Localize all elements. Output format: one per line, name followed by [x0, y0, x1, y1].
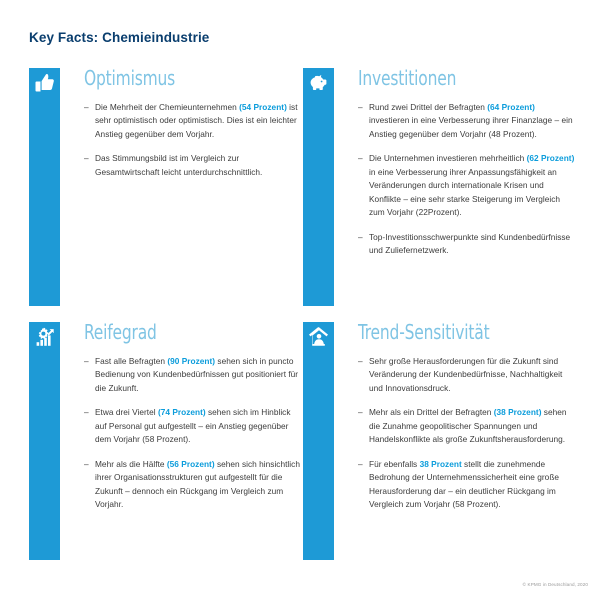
bullet-dash: –	[84, 153, 89, 164]
bullet-dash: –	[358, 153, 363, 164]
panel-trend-sensitivitaet	[303, 322, 575, 560]
bullet-item	[358, 101, 575, 141]
bullet-item	[358, 152, 575, 219]
panel-body	[84, 68, 301, 179]
panel-body	[358, 68, 575, 257]
bullet-dash: –	[84, 458, 89, 469]
bullet-item	[358, 355, 575, 395]
panel-heading: Investitionen	[358, 66, 457, 90]
bullet-text: Die Unternehmen investieren mehrheitlich	[369, 153, 527, 164]
bullet-text: Das Stimmungsbild ist im Vergleich zur Gesamtwirtschaft leicht unterdurchschnittlich.	[95, 153, 263, 177]
bullet-list	[84, 355, 301, 511]
panel-accent-bar	[303, 322, 334, 560]
bullet-item	[84, 101, 301, 141]
panel-reifegrad	[29, 322, 301, 560]
panel-optimismus	[29, 68, 301, 306]
bullet-text: ist sehr optimistisch oder optimistisch. Dies ist ein leichter Anstieg gegenüber dem Vorjahr.	[95, 102, 298, 139]
bullet-list	[358, 355, 575, 511]
bullet-text: Rund zwei Drittel der Befragten	[369, 102, 488, 112]
bullet-text: Die Mehrheit der Chemieunternehmen	[95, 102, 240, 112]
thumbs-up-icon	[32, 70, 58, 96]
bullet-text: sehen sich hinsichtlich ihrer Organisationsstrukturen gut aufgestellt für die Zukunft – dennoch ein Rückgang im Vergleich zum Vorjahr.	[95, 458, 300, 509]
bullet-text: Etwa drei Viertel	[95, 407, 158, 418]
panel-body	[358, 322, 575, 511]
bullet-text: Fast alle Befragten	[95, 356, 168, 366]
bullet-item	[358, 231, 575, 258]
bullet-dash: –	[84, 356, 89, 366]
bullet-text: Top-Investitionsschwerpunkte sind Kundenbedürfnisse und Zuliefernetzwerk.	[369, 231, 571, 255]
percent-highlight: 38 Prozent	[419, 458, 462, 469]
bullet-text: Mehr als ein Drittel der Befragten	[369, 407, 494, 418]
gear-chart-growth-icon	[32, 324, 58, 350]
panel-investitionen	[303, 68, 575, 306]
bullet-text: sehen sich in puncto Bedienung von Kundenbedürfnissen gut positioniert für die Zukunft.	[95, 356, 299, 393]
percent-highlight: (64 Prozent)	[487, 102, 535, 112]
panel-accent-bar	[29, 322, 60, 560]
panel-accent-bar	[303, 68, 334, 306]
bullet-list	[358, 101, 575, 257]
panel-heading: Optimismus	[84, 66, 176, 90]
percent-highlight: (54 Prozent)	[239, 102, 287, 112]
bullet-text: sehen die Zunahme geopolitischer Spannungen und Handelskonflikte als große Zukunftsherausforderung.	[369, 407, 567, 445]
bullet-item	[84, 152, 301, 179]
bullet-text: stellt die zunehmende Bedrohung der Unternehmenssicherheit eine große Herausforderung dar – ein deutlicher Rückgang im Vergleich zum Vorjahr (58 Prozent).	[369, 458, 560, 509]
percent-highlight: (90 Prozent)	[167, 356, 216, 366]
panel-heading: Trend-Sensitivität	[358, 320, 490, 344]
panel-body	[84, 322, 301, 511]
bullet-text: Für ebenfalls	[369, 458, 420, 469]
percent-highlight: (62 Prozent)	[526, 153, 575, 164]
bullet-item	[358, 458, 575, 512]
person-trend-arrow-icon	[306, 324, 332, 350]
panel-accent-bar	[29, 68, 60, 306]
page-title: Key Facts: Chemieindustrie	[29, 30, 210, 45]
piggy-bank-icon	[306, 70, 332, 96]
bullet-list	[84, 101, 301, 179]
percent-highlight: (56 Prozent)	[166, 458, 215, 469]
bullet-item	[84, 355, 301, 395]
bullet-dash: –	[358, 458, 363, 469]
bullet-text: sehen sich im Hinblick auf Personal gut aufgestellt – ein Anstieg gegenüber dem Vorjahr (58 Prozent).	[95, 407, 291, 445]
bullet-item	[84, 406, 301, 446]
bullet-dash: –	[358, 231, 363, 242]
bullet-dash: –	[358, 407, 363, 418]
percent-highlight: (74 Prozent)	[157, 407, 206, 418]
percent-highlight: (38 Prozent)	[493, 407, 542, 418]
bullet-dash: –	[84, 407, 89, 418]
panel-heading: Reifegrad	[84, 320, 157, 344]
bullet-dash: –	[358, 356, 363, 366]
bullet-item	[358, 406, 575, 446]
bullet-text: Sehr große Herausforderungen für die Zukunft sind Veränderung der Kundenbedürfnisse, Nachhaltigkeit und Innovationsdruck.	[369, 356, 563, 393]
copyright-footer: © KPMG in Deutschland, 2020	[522, 582, 588, 587]
bullet-dash: –	[358, 102, 363, 112]
bullet-dash: –	[84, 102, 89, 112]
bullet-item	[84, 458, 301, 512]
bullet-text: in eine Verbesserung ihrer Anpassungsfähigkeit an Veränderungen durch internationale Krisen und Konflikte – eine sehr starke Steigerung im Vergleich zum Vorjahr (22Prozent).	[369, 166, 561, 218]
bullet-text: investieren in eine Verbesserung ihrer Finanzlage – ein Anstieg gegenüber dem Vorjahr (48 Prozent).	[369, 115, 573, 139]
bullet-text: Mehr als die Hälfte	[95, 458, 167, 469]
